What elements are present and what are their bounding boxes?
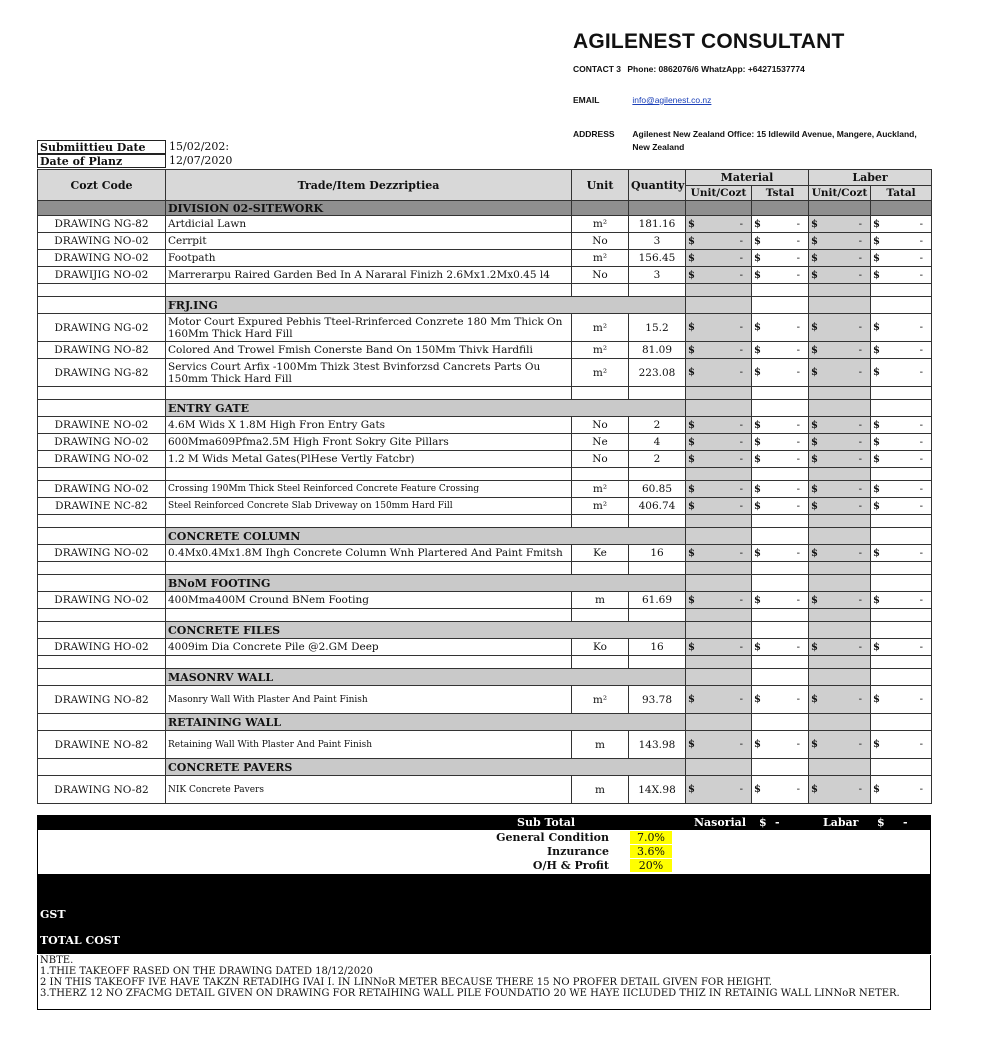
quantity-cell: 15.2 xyxy=(629,314,686,342)
col-labor: Laber xyxy=(809,170,932,186)
amount-cell: $ - xyxy=(871,314,932,342)
company-header xyxy=(573,30,983,54)
material-subtotal-currency: $ xyxy=(759,816,767,829)
unit-cell: Ne xyxy=(572,434,629,451)
cost-code-cell: DRAWING NG-82 xyxy=(38,359,166,387)
section-header: CONCRETE PAVERS xyxy=(166,759,686,776)
quantity-cell: 2 xyxy=(629,451,686,468)
unit-cell: m² xyxy=(572,498,629,515)
amount-cell: $ - xyxy=(809,342,871,359)
amount-cell: $ - xyxy=(871,592,932,609)
col-material-total: Tstal xyxy=(752,186,809,201)
amount-cell: $ - xyxy=(752,216,809,233)
unit-cell: m² xyxy=(572,314,629,342)
amount-cell: $ - xyxy=(752,498,809,515)
unit-cell: Ke xyxy=(572,545,629,562)
description-cell: 4009im Dia Concrete Pile @2.GM Deep xyxy=(166,639,572,656)
amount-cell: $ - xyxy=(871,359,932,387)
amount-cell: $ - xyxy=(752,451,809,468)
quantity-cell: 14X.98 xyxy=(629,776,686,804)
insurance-label: Inzurance xyxy=(546,845,609,858)
amount-cell: $ - xyxy=(809,250,871,267)
amount-cell: $ - xyxy=(809,639,871,656)
cost-code-cell: DRAWINE NO-02 xyxy=(38,417,166,434)
amount-cell: $ - xyxy=(686,250,752,267)
table-row xyxy=(38,233,932,250)
amount-cell: $ - xyxy=(809,314,871,342)
col-material: Material xyxy=(686,170,809,186)
description-cell: Masonry Wall With Plaster And Paint Finish xyxy=(166,686,572,714)
amount-cell: $ - xyxy=(686,498,752,515)
amount-cell: $ - xyxy=(871,250,932,267)
description-cell: 1.2 M Wids Metal Gates(PlHese Vertly Fatcbr) xyxy=(166,451,572,468)
amount-cell: $ - xyxy=(752,359,809,387)
unit-cell: m² xyxy=(572,216,629,233)
table-row xyxy=(38,481,932,498)
quantity-cell: 81.09 xyxy=(629,342,686,359)
address-label: ADDRESS xyxy=(573,129,615,139)
table-row xyxy=(38,250,932,267)
amount-cell: $ - xyxy=(686,731,752,759)
section-header: RETAINING WALL xyxy=(166,714,686,731)
amount-cell: $ - xyxy=(686,314,752,342)
amount-cell: $ - xyxy=(752,731,809,759)
description-cell: Retaining Wall With Plaster And Paint Finish xyxy=(166,731,572,759)
amount-cell: $ - xyxy=(752,342,809,359)
subtotal-bar xyxy=(37,815,931,830)
cost-code-cell: DRAWING NO-82 xyxy=(38,686,166,714)
notes-title: NBTE. xyxy=(40,955,74,966)
unit-cell: m² xyxy=(572,686,629,714)
band-row xyxy=(38,201,932,216)
table-row xyxy=(38,451,932,468)
insurance-percent: 3.6% xyxy=(630,845,672,858)
amount-cell: $ - xyxy=(871,776,932,804)
amount-cell: $ - xyxy=(871,342,932,359)
amount-cell: $ - xyxy=(752,686,809,714)
table-row xyxy=(38,342,932,359)
col-labor-total: Tatal xyxy=(871,186,932,201)
unit-cell: m² xyxy=(572,481,629,498)
amount-cell: $ - xyxy=(871,639,932,656)
description-cell: 400Mma400M Cround BNem Footing xyxy=(166,592,572,609)
cost-code-cell: DRAWING NO-02 xyxy=(38,250,166,267)
general-condition-label: General Condition xyxy=(496,831,609,844)
quantity-cell: 93.78 xyxy=(629,686,686,714)
amount-cell: $ - xyxy=(686,545,752,562)
labor-subtotal-currency: $ xyxy=(877,816,885,829)
cost-code-cell: DRAWINE NO-82 xyxy=(38,731,166,759)
labor-subtotal-label: Labar xyxy=(823,816,859,829)
cost-code-cell: DRAWING NG-02 xyxy=(38,314,166,342)
col-quantity: Quantity xyxy=(629,170,686,201)
quantity-cell: 2 xyxy=(629,417,686,434)
amount-cell: $ - xyxy=(752,267,809,284)
description-cell: Marrerarpu Raired Garden Bed In A Nararal Finizh 2.6Mx1.2Mx0.45 l4 xyxy=(166,267,572,284)
unit-cell: No xyxy=(572,267,629,284)
cost-code-cell: DRAWIJIG NO-02 xyxy=(38,267,166,284)
amount-cell: $ - xyxy=(809,776,871,804)
contact-row xyxy=(573,64,805,74)
table-row xyxy=(38,776,932,804)
description-cell: Colored And Trowel Fmish Conerste Band On 150Mm Thivk Hardfili xyxy=(166,342,572,359)
amount-cell: $ - xyxy=(871,451,932,468)
amount-cell: $ - xyxy=(752,639,809,656)
amount-cell: $ - xyxy=(809,545,871,562)
amount-cell: $ - xyxy=(752,417,809,434)
section-header: FRJ.ING xyxy=(166,297,686,314)
amount-cell: $ - xyxy=(686,417,752,434)
amount-cell: $ - xyxy=(686,434,752,451)
amount-cell: $ - xyxy=(871,498,932,515)
contact-value: Phone: 0862076/6 WhatzApp: +64271537774 xyxy=(627,64,805,74)
section-header: MASONRV WALL xyxy=(166,669,686,686)
amount-cell: $ - xyxy=(809,434,871,451)
amount-cell: $ - xyxy=(809,592,871,609)
amount-cell: $ - xyxy=(809,417,871,434)
amount-cell: $ - xyxy=(871,481,932,498)
description-cell: Crossing 190Mm Thick Steel Reinforced Concrete Feature Crossing xyxy=(166,481,572,498)
amount-cell: $ - xyxy=(752,434,809,451)
amount-cell: $ - xyxy=(686,451,752,468)
total-cost-label: TOTAL COST xyxy=(40,934,120,947)
amount-cell: $ - xyxy=(871,233,932,250)
description-cell: NIK Concrete Pavers xyxy=(166,776,572,804)
amount-cell: $ - xyxy=(686,342,752,359)
quantity-cell: 3 xyxy=(629,233,686,250)
email-row xyxy=(573,95,711,105)
table-row xyxy=(38,216,932,233)
table-row xyxy=(38,314,932,342)
col-cost-code: Cozt Code xyxy=(38,170,166,201)
note-2: 2 IN THIS TAKEOFF IVE HAVE TAKZN RETADIHG IVAI I. IN LINNoR METER BECAUSE THERE 15 NO PROFER DETAIL GIVEN FOR HEIGHT. xyxy=(40,977,772,988)
cost-code-cell: DRAWING NG-82 xyxy=(38,216,166,233)
email-label: EMAIL xyxy=(573,95,600,105)
table-row xyxy=(38,359,932,387)
amount-cell: $ - xyxy=(752,314,809,342)
amount-cell: $ - xyxy=(809,451,871,468)
amount-cell: $ - xyxy=(686,216,752,233)
totals-block xyxy=(37,874,931,954)
unit-cell: No xyxy=(572,451,629,468)
amount-cell: $ - xyxy=(871,686,932,714)
amount-cell: $ - xyxy=(871,731,932,759)
cost-code-cell: DRAWING NO-02 xyxy=(38,233,166,250)
amount-cell: $ - xyxy=(809,233,871,250)
table-row xyxy=(38,434,932,451)
unit-cell: m xyxy=(572,731,629,759)
table-row xyxy=(38,267,932,284)
note-3: 3.THERZ 12 NO ZFACMG DETAIL GIVEN ON DRAWING FOR RETAIHING WALL PILE FOUNDATIO 20 WE HAYE IICLUDED THIZ IN RETAINIG WALL LINNoR NETER. xyxy=(40,988,900,999)
amount-cell: $ - xyxy=(752,776,809,804)
material-subtotal-value: - xyxy=(775,816,780,829)
section-row xyxy=(38,669,932,686)
amount-cell: $ - xyxy=(752,481,809,498)
cost-code-cell: DRAWING NO-02 xyxy=(38,434,166,451)
amount-cell: $ - xyxy=(809,359,871,387)
description-cell: Artdicial Lawn xyxy=(166,216,572,233)
col-unit: Unit xyxy=(572,170,629,201)
section-row xyxy=(38,759,932,776)
table-row xyxy=(38,417,932,434)
email-link[interactable]: info@agilenest.co.nz xyxy=(632,95,712,105)
amount-cell: $ - xyxy=(871,545,932,562)
description-cell: 0.4Mx0.4Mx1.8M Ihgh Concrete Column Wnh Plartered And Paint Fmitsh xyxy=(166,545,572,562)
col-material-unit-cost: Unit/Cozt xyxy=(686,186,752,201)
section-header: CONCRETE FILES xyxy=(166,622,686,639)
description-cell: 600Mma609Pfma2.5M High Front Sokry Gite Pillars xyxy=(166,434,572,451)
section-row xyxy=(38,297,932,314)
labor-subtotal-value: - xyxy=(903,816,908,829)
table-row xyxy=(38,592,932,609)
contact-label: CONTACT 3 xyxy=(573,64,622,74)
unit-cell: No xyxy=(572,417,629,434)
address-line-1: Agilenest New Zealand Office: 15 Idlewild Avenue, Mangere, Auckland, xyxy=(632,129,917,139)
section-header: BNoM FOOTING xyxy=(166,575,686,592)
unit-cell: m² xyxy=(572,359,629,387)
quantity-cell: 60.85 xyxy=(629,481,686,498)
section-row xyxy=(38,622,932,639)
cost-code-cell: DRAWING NO-82 xyxy=(38,776,166,804)
subtotal-label: Sub Total xyxy=(517,816,576,829)
bill-of-quantities-table xyxy=(37,169,932,804)
amount-cell: $ - xyxy=(686,359,752,387)
quantity-cell: 156.45 xyxy=(629,250,686,267)
quantity-cell: 61.69 xyxy=(629,592,686,609)
amount-cell: $ - xyxy=(871,434,932,451)
amount-cell: $ - xyxy=(686,481,752,498)
quantity-cell: 3 xyxy=(629,267,686,284)
section-row xyxy=(38,714,932,731)
amount-cell: $ - xyxy=(752,250,809,267)
quantity-cell: 16 xyxy=(629,545,686,562)
cost-code-cell: DRAWING NO-82 xyxy=(38,342,166,359)
overhead-profit-percent: 20% xyxy=(630,859,672,872)
plans-date-value: 12/07/2020 xyxy=(165,154,227,168)
cost-code-cell: DRAWING HO-02 xyxy=(38,639,166,656)
amount-cell: $ - xyxy=(686,686,752,714)
quantity-cell: 406.74 xyxy=(629,498,686,515)
submission-date-label: Submiittieu Date xyxy=(37,140,165,154)
amount-cell: $ - xyxy=(752,233,809,250)
company-name: AGILENEST CONSULTANT xyxy=(573,30,845,53)
conditions-block xyxy=(37,830,931,875)
description-cell: Motor Court Expured Pebhis Tteel-Rrinferced Conzrete 180 Mm Thick On 160Mm Thick Hard Fill xyxy=(166,314,572,342)
plans-date-label: Date of Planz xyxy=(37,154,165,168)
amount-cell: $ - xyxy=(809,267,871,284)
general-condition-percent: 7.0% xyxy=(630,831,672,844)
amount-cell: $ - xyxy=(686,267,752,284)
unit-cell: m² xyxy=(572,250,629,267)
table-row xyxy=(38,498,932,515)
cost-code-cell: DRAWING NO-02 xyxy=(38,481,166,498)
amount-cell: $ - xyxy=(871,216,932,233)
cost-code-cell: DRAWING NO-02 xyxy=(38,592,166,609)
address-row xyxy=(573,128,917,154)
gst-label: GST xyxy=(40,908,66,921)
section-row xyxy=(38,400,932,417)
amount-cell: $ - xyxy=(809,216,871,233)
amount-cell: $ - xyxy=(752,592,809,609)
description-cell: Steel Reinforced Concrete Slab Driveway on 150mm Hard Fill xyxy=(166,498,572,515)
quantity-cell: 181.16 xyxy=(629,216,686,233)
address-line-2: New Zealand xyxy=(632,142,685,152)
amount-cell: $ - xyxy=(809,731,871,759)
table-row xyxy=(38,686,932,714)
table-row xyxy=(38,545,932,562)
amount-cell: $ - xyxy=(871,417,932,434)
material-subtotal-label: Nasorial xyxy=(694,816,746,829)
table-row xyxy=(38,639,932,656)
quantity-cell: 4 xyxy=(629,434,686,451)
description-cell: Footpath xyxy=(166,250,572,267)
amount-cell: $ - xyxy=(686,592,752,609)
notes-block xyxy=(37,955,931,1010)
quantity-cell: 16 xyxy=(629,639,686,656)
cost-code-cell: DRAWING NO-02 xyxy=(38,545,166,562)
amount-cell: $ - xyxy=(686,233,752,250)
table-row xyxy=(38,731,932,759)
amount-cell: $ - xyxy=(809,498,871,515)
description-cell: 4.6M Wids X 1.8M High Fron Entry Gats xyxy=(166,417,572,434)
amount-cell: $ - xyxy=(809,686,871,714)
col-description: Trade/Item Dezzriptiea xyxy=(166,170,572,201)
unit-cell: No xyxy=(572,233,629,250)
quantity-cell: 143.98 xyxy=(629,731,686,759)
unit-cell: m xyxy=(572,592,629,609)
description-cell: Servics Court Arfix -100Mm Thizk 3test Bvinforzsd Cancrets Parts Ou 150mm Thick Hard Fill xyxy=(166,359,572,387)
submission-date-value: 15/02/202: xyxy=(165,140,227,154)
section-header: DIVISION 02-SITEWORK xyxy=(166,201,572,216)
cost-code-cell: DRAWINE NC-82 xyxy=(38,498,166,515)
section-row xyxy=(38,575,932,592)
section-header: ENTRY GATE xyxy=(166,400,686,417)
unit-cell: m xyxy=(572,776,629,804)
amount-cell: $ - xyxy=(809,481,871,498)
col-labor-unit-cost: Unit/Cozt xyxy=(809,186,871,201)
amount-cell: $ - xyxy=(686,639,752,656)
section-header: CONCRETE COLUMN xyxy=(166,528,686,545)
overhead-profit-label: O/H & Profit xyxy=(532,859,609,872)
description-cell: Cerrpit xyxy=(166,233,572,250)
unit-cell: m² xyxy=(572,342,629,359)
amount-cell: $ - xyxy=(686,776,752,804)
cost-code-cell: DRAWING NO-02 xyxy=(38,451,166,468)
amount-cell: $ - xyxy=(871,267,932,284)
quantity-cell: 223.08 xyxy=(629,359,686,387)
unit-cell: Ko xyxy=(572,639,629,656)
amount-cell: $ - xyxy=(752,545,809,562)
note-1: 1.THIE TAKEOFF RASED ON THE DRAWING DATED 18/12/2020 xyxy=(40,966,373,977)
section-row xyxy=(38,528,932,545)
